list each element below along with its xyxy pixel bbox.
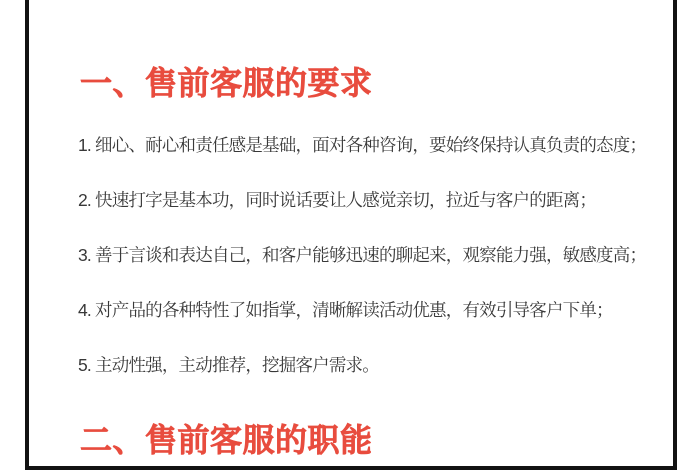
section-1-title: 一、售前客服的要求 (80, 65, 373, 101)
requirement-item-4: 4. 对产品的各种特性了如指掌，清晰解读活动优惠，有效引导客户下单； (78, 300, 613, 320)
section-2-title: 二、售前客服的职能 (80, 422, 373, 458)
requirement-item-1: 1. 细心、耐心和责任感是基础，面对各种咨询，要始终保持认真负责的态度； (78, 135, 647, 155)
requirement-item-5: 5. 主动性强，主动推荐，挖掘客户需求。 (78, 355, 379, 375)
bottom-frame-line (25, 466, 677, 470)
requirement-item-3: 3. 善于言谈和表达自己，和客户能够迅速的聊起来，观察能力强，敏感度高； (78, 245, 647, 265)
requirement-item-2: 2. 快速打字是基本功，同时说话要让人感觉亲切，拉近与客户的距离； (78, 190, 597, 210)
left-frame-line (25, 0, 29, 470)
right-frame-line (673, 0, 677, 470)
